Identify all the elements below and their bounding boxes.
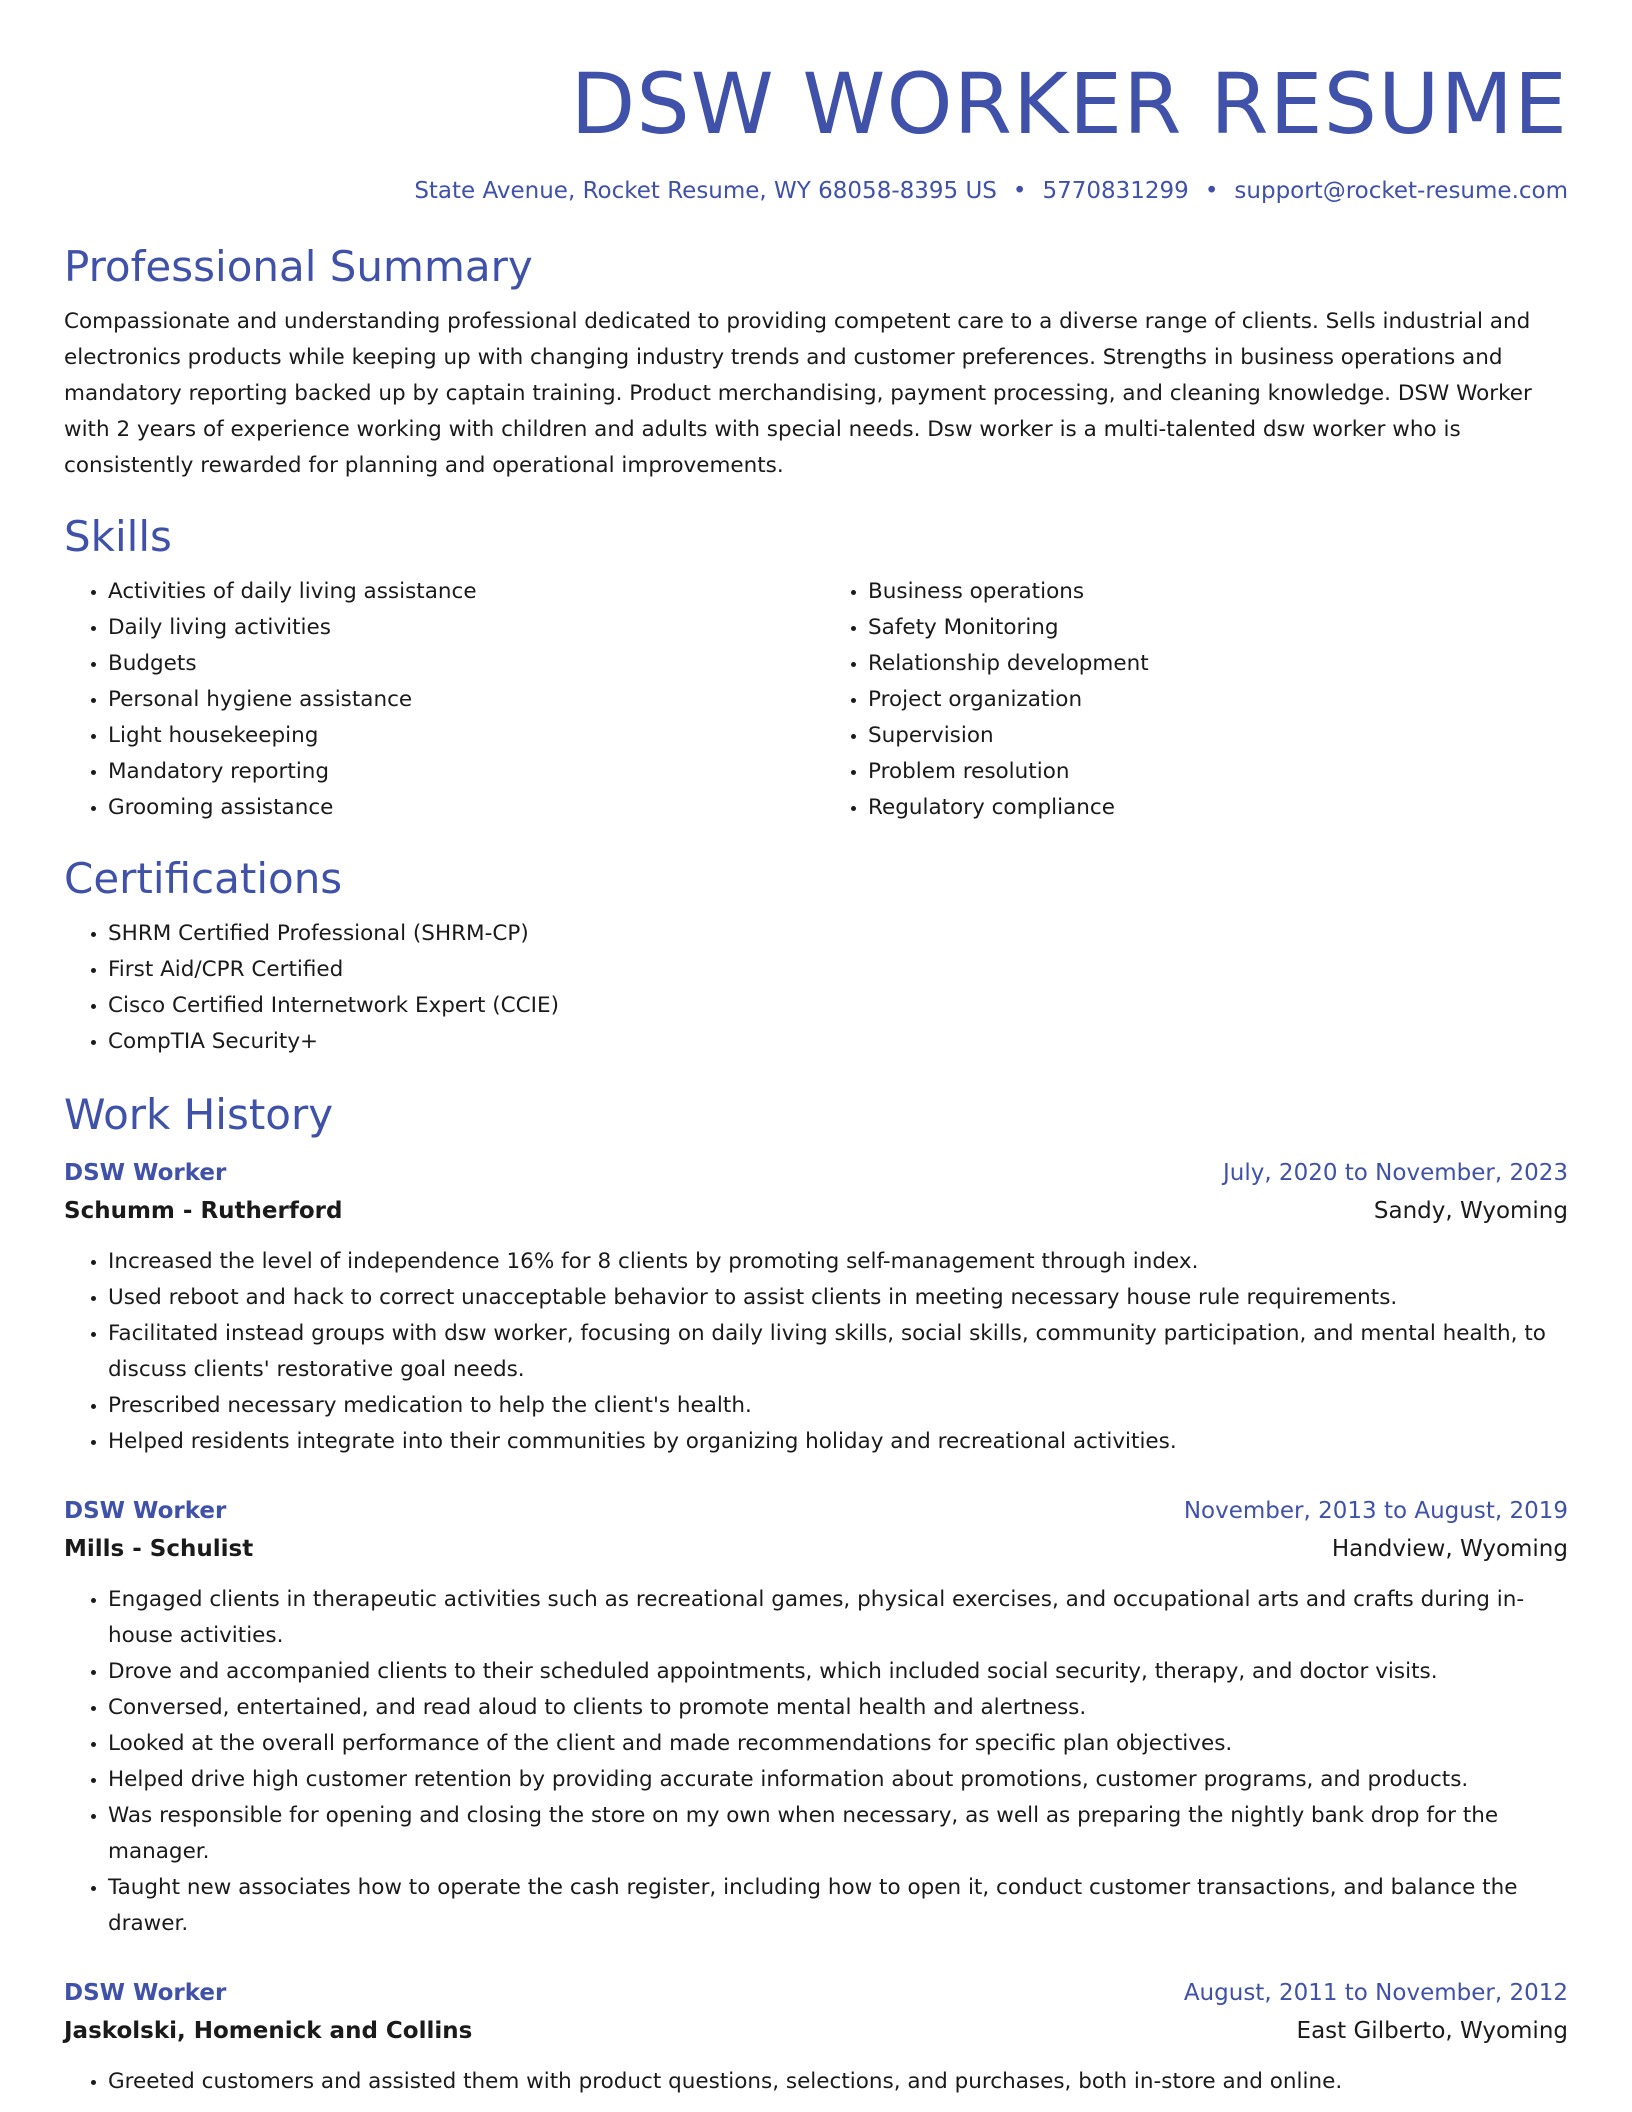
- job-bullet: • Increased the level of independence 16% for 8 clients by promoting self-management through index.: [108, 1244, 1568, 1280]
- job-entry: [64, 1492, 1568, 1942]
- resume-title: DSW WORKER RESUME: [570, 55, 1568, 153]
- skill-item: • Mandatory reporting: [108, 754, 816, 790]
- job-bullet: • Helped residents integrate into their communities by organizing holiday and recreational activities.: [108, 1424, 1568, 1460]
- job-title: DSW Worker: [64, 1980, 227, 2006]
- job-company-row: [64, 2012, 1568, 2050]
- skills-grid: [64, 574, 1568, 826]
- job-bullet: • Looked at the overall performance of the client and made recommendations for specific plan objectives.: [108, 1726, 1568, 1762]
- certification-item: • Cisco Certified Internetwork Expert (CCIE): [108, 988, 1568, 1024]
- job-bullet: • Used reboot and hack to correct unacceptable behavior to assist clients in meeting necessary house rule requirements.: [108, 1280, 1568, 1316]
- job-bullets: [64, 2064, 1568, 2100]
- certifications-section: [64, 852, 1568, 1060]
- job-bullets: [64, 1582, 1568, 1942]
- contact-separator: •: [1012, 178, 1027, 204]
- skill-item: • Relationship development: [868, 646, 1568, 682]
- certifications-heading: Certifications: [64, 854, 343, 903]
- job-company: Jaskolski, Homenick and Collins: [64, 2018, 473, 2044]
- job-location: Sandy, Wyoming: [1373, 1198, 1568, 1224]
- certifications-list: [64, 916, 1568, 1060]
- skills-list-left: [64, 574, 816, 826]
- certification-item: • CompTIA Security+: [108, 1024, 1568, 1060]
- resume-header: [64, 0, 1568, 206]
- job-title-row: [64, 1974, 1568, 2012]
- summary-text: Compassionate and understanding professional dedicated to providing competent care to a diverse range of clients. Sells industrial and electronics products while keeping up with changing industry trends and customer preferences. Strengths in business operations and mandatory reporting backed up by captain training. Product merchandising, payment processing, and cleaning knowledge. DSW Worker with 2 years of experience working with children and adults with special needs. Dsw worker is a multi-talented dsw worker who is consistently rewarded for planning and operational improvements.: [64, 309, 1532, 478]
- summary-section: [64, 240, 1568, 484]
- contact-email: support@rocket-resume.com: [1234, 178, 1568, 204]
- skill-item: • Business operations: [868, 574, 1568, 610]
- job-bullet: • Was responsible for opening and closing the store on my own when necessary, as well as preparing the nightly bank drop for the manager.: [108, 1798, 1568, 1870]
- job-company-row: [64, 1530, 1568, 1568]
- job-bullet: • Prescribed necessary medication to help the client's health.: [108, 1388, 1568, 1424]
- skill-item: • Regulatory compliance: [868, 790, 1568, 826]
- job-title-row: [64, 1492, 1568, 1530]
- skill-item: • Budgets: [108, 646, 816, 682]
- job-company: Mills - Schulist: [64, 1536, 254, 1562]
- contact-phone: 5770831299: [1042, 178, 1189, 204]
- job-company-row: [64, 1192, 1568, 1230]
- job-bullet: • Greeted customers and assisted them with product questions, selections, and purchases, both in-store and online.: [108, 2064, 1568, 2100]
- skill-item: • Grooming assistance: [108, 790, 816, 826]
- job-bullet: • Helped drive high customer retention by providing accurate information about promotions, customer programs, and products.: [108, 1762, 1568, 1798]
- job-title-row: [64, 1154, 1568, 1192]
- job-bullet: • Drove and accompanied clients to their scheduled appointments, which included social security, therapy, and doctor visits.: [108, 1654, 1568, 1690]
- contact-address: State Avenue, Rocket Resume, WY 68058-8395 US: [414, 178, 997, 204]
- job-company: Schumm - Rutherford: [64, 1198, 343, 1224]
- skill-item: • Activities of daily living assistance: [108, 574, 816, 610]
- job-entry: [64, 1154, 1568, 1460]
- job-dates: August, 2011 to November, 2012: [1183, 1980, 1568, 2006]
- job-bullet: • Taught new associates how to operate the cash register, including how to open it, conduct customer transactions, and balance the drawer.: [108, 1870, 1568, 1942]
- contact-line: [64, 176, 1568, 206]
- skills-heading: Skills: [64, 512, 172, 561]
- job-bullet: • Engaged clients in therapeutic activities such as recreational games, physical exercises, and occupational arts and crafts during in-house activities.: [108, 1582, 1568, 1654]
- job-bullet: • Facilitated instead groups with dsw worker, focusing on daily living skills, social skills, community participation, and mental health, to discuss clients' restorative goal needs.: [108, 1316, 1568, 1388]
- summary-heading: Professional Summary: [64, 242, 533, 291]
- job-location: Handview, Wyoming: [1331, 1536, 1568, 1562]
- job-bullets: [64, 1244, 1568, 1460]
- job-dates: November, 2013 to August, 2019: [1183, 1498, 1568, 1524]
- job-title: DSW Worker: [64, 1498, 227, 1524]
- skills-list-right: [816, 574, 1568, 826]
- skill-item: • Safety Monitoring: [868, 610, 1568, 646]
- skill-item: • Problem resolution: [868, 754, 1568, 790]
- work-history-section: [64, 1088, 1568, 2100]
- job-title: DSW Worker: [64, 1160, 227, 1186]
- skill-item: • Personal hygiene assistance: [108, 682, 816, 718]
- skill-item: • Supervision: [868, 718, 1568, 754]
- job-bullet: • Conversed, entertained, and read aloud to clients to promote mental health and alertness.: [108, 1690, 1568, 1726]
- skill-item: • Daily living activities: [108, 610, 816, 646]
- skill-item: • Light housekeeping: [108, 718, 816, 754]
- certification-item: • First Aid/CPR Certified: [108, 952, 1568, 988]
- skills-section: [64, 510, 1568, 826]
- skill-item: • Project organization: [868, 682, 1568, 718]
- job-dates: July, 2020 to November, 2023: [1222, 1160, 1568, 1186]
- job-entry: [64, 1974, 1568, 2100]
- job-location: East Gilberto, Wyoming: [1296, 2018, 1568, 2044]
- contact-separator: •: [1204, 178, 1219, 204]
- work-history-heading: Work History: [64, 1090, 334, 1139]
- certification-item: • SHRM Certified Professional (SHRM-CP): [108, 916, 1568, 952]
